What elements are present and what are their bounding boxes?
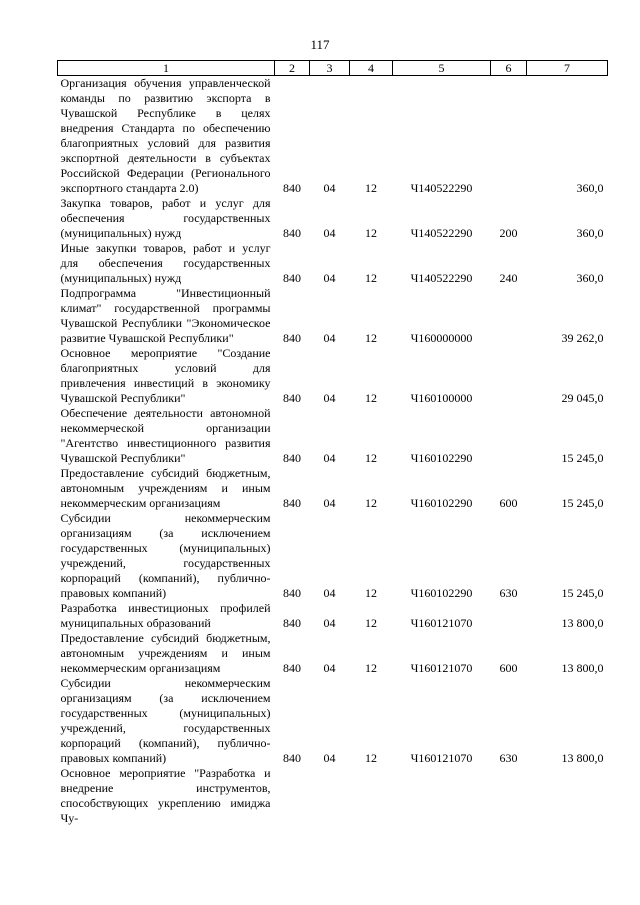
row-amount: 13 800,0 [561, 751, 604, 765]
table-row [58, 676, 608, 766]
row-subsection: 12 [365, 331, 377, 345]
budget-table [57, 60, 608, 826]
row-section: 04 [323, 226, 336, 240]
row-type: 630 [499, 586, 518, 600]
row-type [491, 76, 527, 197]
row-amount: 13 800,0 [561, 661, 604, 675]
row-name: Субсидии некоммерческим организациям (за исключением государственных (муниципальных) учреждений, государственных корпораций (компаний), публично-правовых компаний) [60, 511, 271, 600]
row-target: Ч160102290 [410, 451, 473, 465]
row-ministry: 840 [283, 391, 301, 405]
row-subsection: 12 [365, 271, 377, 285]
column-header-subsection: 4 [350, 61, 393, 76]
row-amount [527, 766, 608, 826]
row-section: 04 [323, 271, 336, 285]
row-subsection: 12 [365, 616, 377, 630]
row-target: Ч160121070 [410, 751, 473, 765]
row-name: Разработка инвестиционых профилей муниципальных образований [60, 601, 271, 630]
row-section: 04 [323, 451, 336, 465]
row-type: 200 [499, 226, 518, 240]
row-section: 04 [323, 751, 336, 765]
row-ministry: 840 [283, 181, 301, 195]
row-type: 600 [499, 496, 518, 510]
row-name: Иные закупки товаров, работ и услуг для обеспечения государственных (муниципальных) нужд [60, 241, 271, 285]
row-subsection: 12 [365, 451, 377, 465]
row-section: 04 [323, 181, 336, 195]
column-header-target: 5 [393, 61, 491, 76]
row-ministry [275, 766, 310, 826]
table-row [58, 466, 608, 511]
row-name: Обеспечение деятельности автономной некоммерческой организации "Агентство инвестиционного развития Чувашской Республики" [60, 406, 271, 465]
row-subsection: 12 [365, 751, 377, 765]
row-amount: 15 245,0 [561, 586, 604, 600]
row-name: Предоставление субсидий бюджетным, автономным учреждениям и иным некоммерческим организациям [60, 631, 271, 675]
row-target: Ч140522290 [410, 181, 473, 195]
row-ministry: 840 [283, 496, 301, 510]
column-header-type: 6 [491, 61, 527, 76]
header-row [58, 61, 608, 76]
row-subsection: 12 [365, 391, 377, 405]
row-target: Ч140522290 [410, 226, 473, 240]
row-section: 04 [323, 331, 336, 345]
row-ministry: 840 [283, 586, 301, 600]
row-target: Ч160000000 [410, 331, 473, 345]
row-ministry: 840 [283, 451, 301, 465]
row-target: Ч160102290 [410, 496, 473, 510]
row-section [310, 766, 350, 826]
row-amount: 360,0 [576, 271, 604, 285]
table-body [58, 76, 608, 827]
row-amount: 29 045,0 [561, 391, 604, 405]
row-amount: 360,0 [576, 181, 604, 195]
row-name: Закупка товаров, работ и услуг для обеспечения государственных (муниципальных) нужд [60, 196, 271, 240]
row-amount: 13 800,0 [561, 616, 604, 630]
table-row [58, 601, 608, 631]
row-section: 04 [323, 616, 336, 630]
table-row [58, 196, 608, 241]
row-target: Ч160102290 [410, 586, 473, 600]
row-amount: 15 245,0 [561, 451, 604, 465]
row-subsection: 12 [365, 181, 377, 195]
row-section: 04 [323, 661, 336, 675]
row-amount: 39 262,0 [561, 331, 604, 345]
row-type [491, 286, 527, 346]
table-row [58, 76, 608, 197]
row-target [393, 766, 491, 826]
row-section: 04 [323, 496, 336, 510]
row-type [491, 766, 527, 826]
row-type: 630 [499, 751, 518, 765]
row-name: Подпрограмма "Инвестиционный климат" государственной программы Чувашской Республики "Экономическое развитие Чувашской Республики" [60, 286, 271, 345]
row-target: Ч160121070 [410, 616, 473, 630]
row-amount: 360,0 [576, 226, 604, 240]
column-header-amount: 7 [527, 61, 608, 76]
row-target: Ч160121070 [410, 661, 473, 675]
row-amount: 15 245,0 [561, 496, 604, 510]
row-subsection: 12 [365, 496, 377, 510]
row-type: 240 [499, 271, 518, 285]
table-row [58, 286, 608, 346]
table-row [58, 766, 608, 826]
row-name: Основное мероприятие "Создание благоприятных условий для привлечения инвестиций в экономику Чувашской Республики" [60, 346, 271, 405]
row-type [491, 406, 527, 466]
row-section: 04 [323, 391, 336, 405]
row-name: Субсидии некоммерческим организациям (за исключением государственных (муниципальных) учреждений, государственных корпораций (компаний), публично-правовых компаний) [60, 676, 271, 765]
row-type [491, 601, 527, 631]
row-ministry: 840 [283, 616, 301, 630]
row-type: 600 [499, 661, 518, 675]
row-ministry: 840 [283, 751, 301, 765]
row-name: Предоставление субсидий бюджетным, автономным учреждениям и иным некоммерческим организациям [60, 466, 271, 510]
row-ministry: 840 [283, 661, 301, 675]
column-header-ministry: 2 [275, 61, 310, 76]
row-name: Организация обучения управленческой команды по развитию экспорта в Чувашской Республике в целях внедрения Стандарта по обеспечению благоприятных условий для развития экспортной деятельности в субъектах Российской Федерации (Регионального экспортного стандарта 2.0) [60, 76, 271, 195]
row-type [491, 346, 527, 406]
column-header-name: 1 [58, 61, 275, 76]
row-target: Ч160100000 [410, 391, 473, 405]
row-name: Основное мероприятие "Разработка и внедрение инструментов, способствующих укреплению имиджа Чу- [60, 766, 271, 825]
row-subsection: 12 [365, 586, 377, 600]
table-row [58, 406, 608, 466]
table-row [58, 346, 608, 406]
row-subsection [350, 766, 393, 826]
column-header-section: 3 [310, 61, 350, 76]
row-section: 04 [323, 586, 336, 600]
row-ministry: 840 [283, 226, 301, 240]
table-row [58, 241, 608, 286]
row-target: Ч140522290 [410, 271, 473, 285]
table-row [58, 511, 608, 601]
page-number: 117 [310, 37, 330, 52]
table-header [58, 61, 608, 76]
table-row [58, 631, 608, 676]
row-subsection: 12 [365, 661, 377, 675]
row-ministry: 840 [283, 271, 301, 285]
row-subsection: 12 [365, 226, 377, 240]
row-ministry: 840 [283, 331, 301, 345]
